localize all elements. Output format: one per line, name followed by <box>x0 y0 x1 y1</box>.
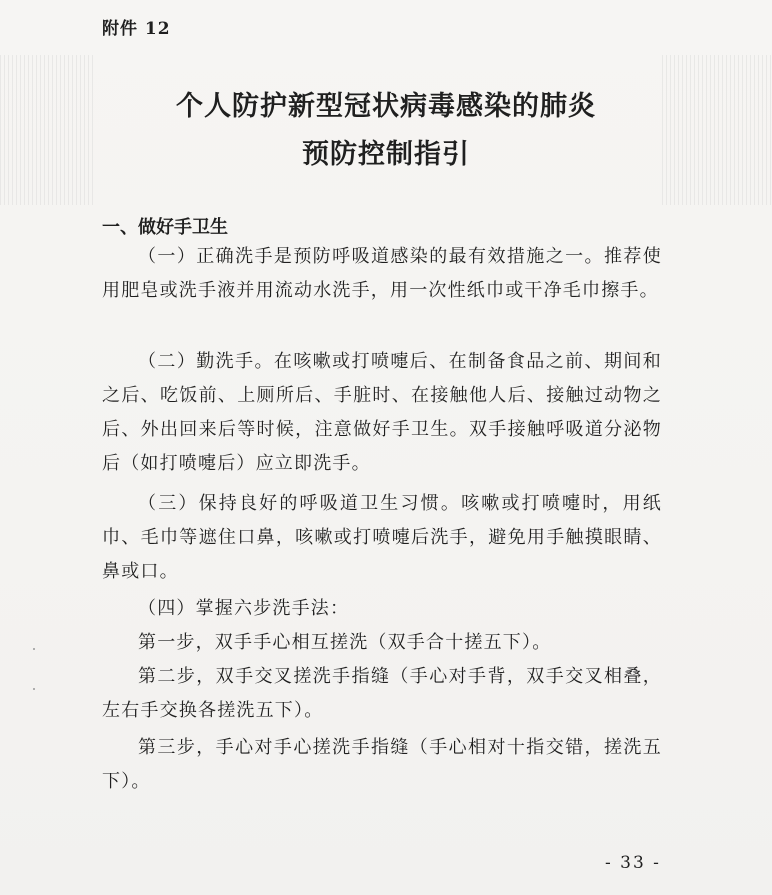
page-number: - 33 - <box>605 853 661 873</box>
paragraph-4: （四）掌握六步洗手法： <box>138 598 350 619</box>
scan-artifact-right <box>662 55 772 205</box>
paragraph-3: （三）保持良好的呼吸道卫生习惯。咳嗽或打喷嚏时，用纸巾、毛巾等遮住口鼻，咳嗽或打喷嚏后洗手，避免用手触摸眼睛、鼻或口。 <box>102 493 662 582</box>
document-title-line1: 个人防护新型冠状病毒感染的肺炎 <box>176 91 596 122</box>
attachment-label: 附件 12 <box>102 19 171 39</box>
scan-artifact-left <box>0 55 95 205</box>
step-3: 第三步，手心对手心搓洗手指缝（手心相对十指交错，搓洗五下）。 <box>102 737 662 792</box>
document-title-line2: 预防控制指引 <box>302 139 470 170</box>
scan-speck <box>33 688 35 690</box>
step-2: 第二步，双手交叉搓洗手指缝（手心对手背，双手交叉相叠，左右手交换各搓洗五下）。 <box>102 666 662 721</box>
scan-speck <box>33 648 35 650</box>
paragraph-1: （一）正确洗手是预防呼吸道感染的最有效措施之一。推荐使用肥皂或洗手液并用流动水洗手，用一次性纸巾或干净毛巾擦手。 <box>102 246 662 301</box>
section-heading: 一、做好手卫生 <box>102 217 228 238</box>
paragraph-2: （二）勤洗手。在咳嗽或打喷嚏后、在制备食品之前、期间和之后、吃饭前、上厕所后、手脏时、在接触他人后、接触过动物之后、外出回来后等时候，注意做好手卫生。双手接触呼吸道分泌物后（如打喷嚏后）应立即洗手。 <box>102 351 662 474</box>
step-1: 第一步，双手手心相互搓洗（双手合十搓五下）。 <box>138 632 552 653</box>
